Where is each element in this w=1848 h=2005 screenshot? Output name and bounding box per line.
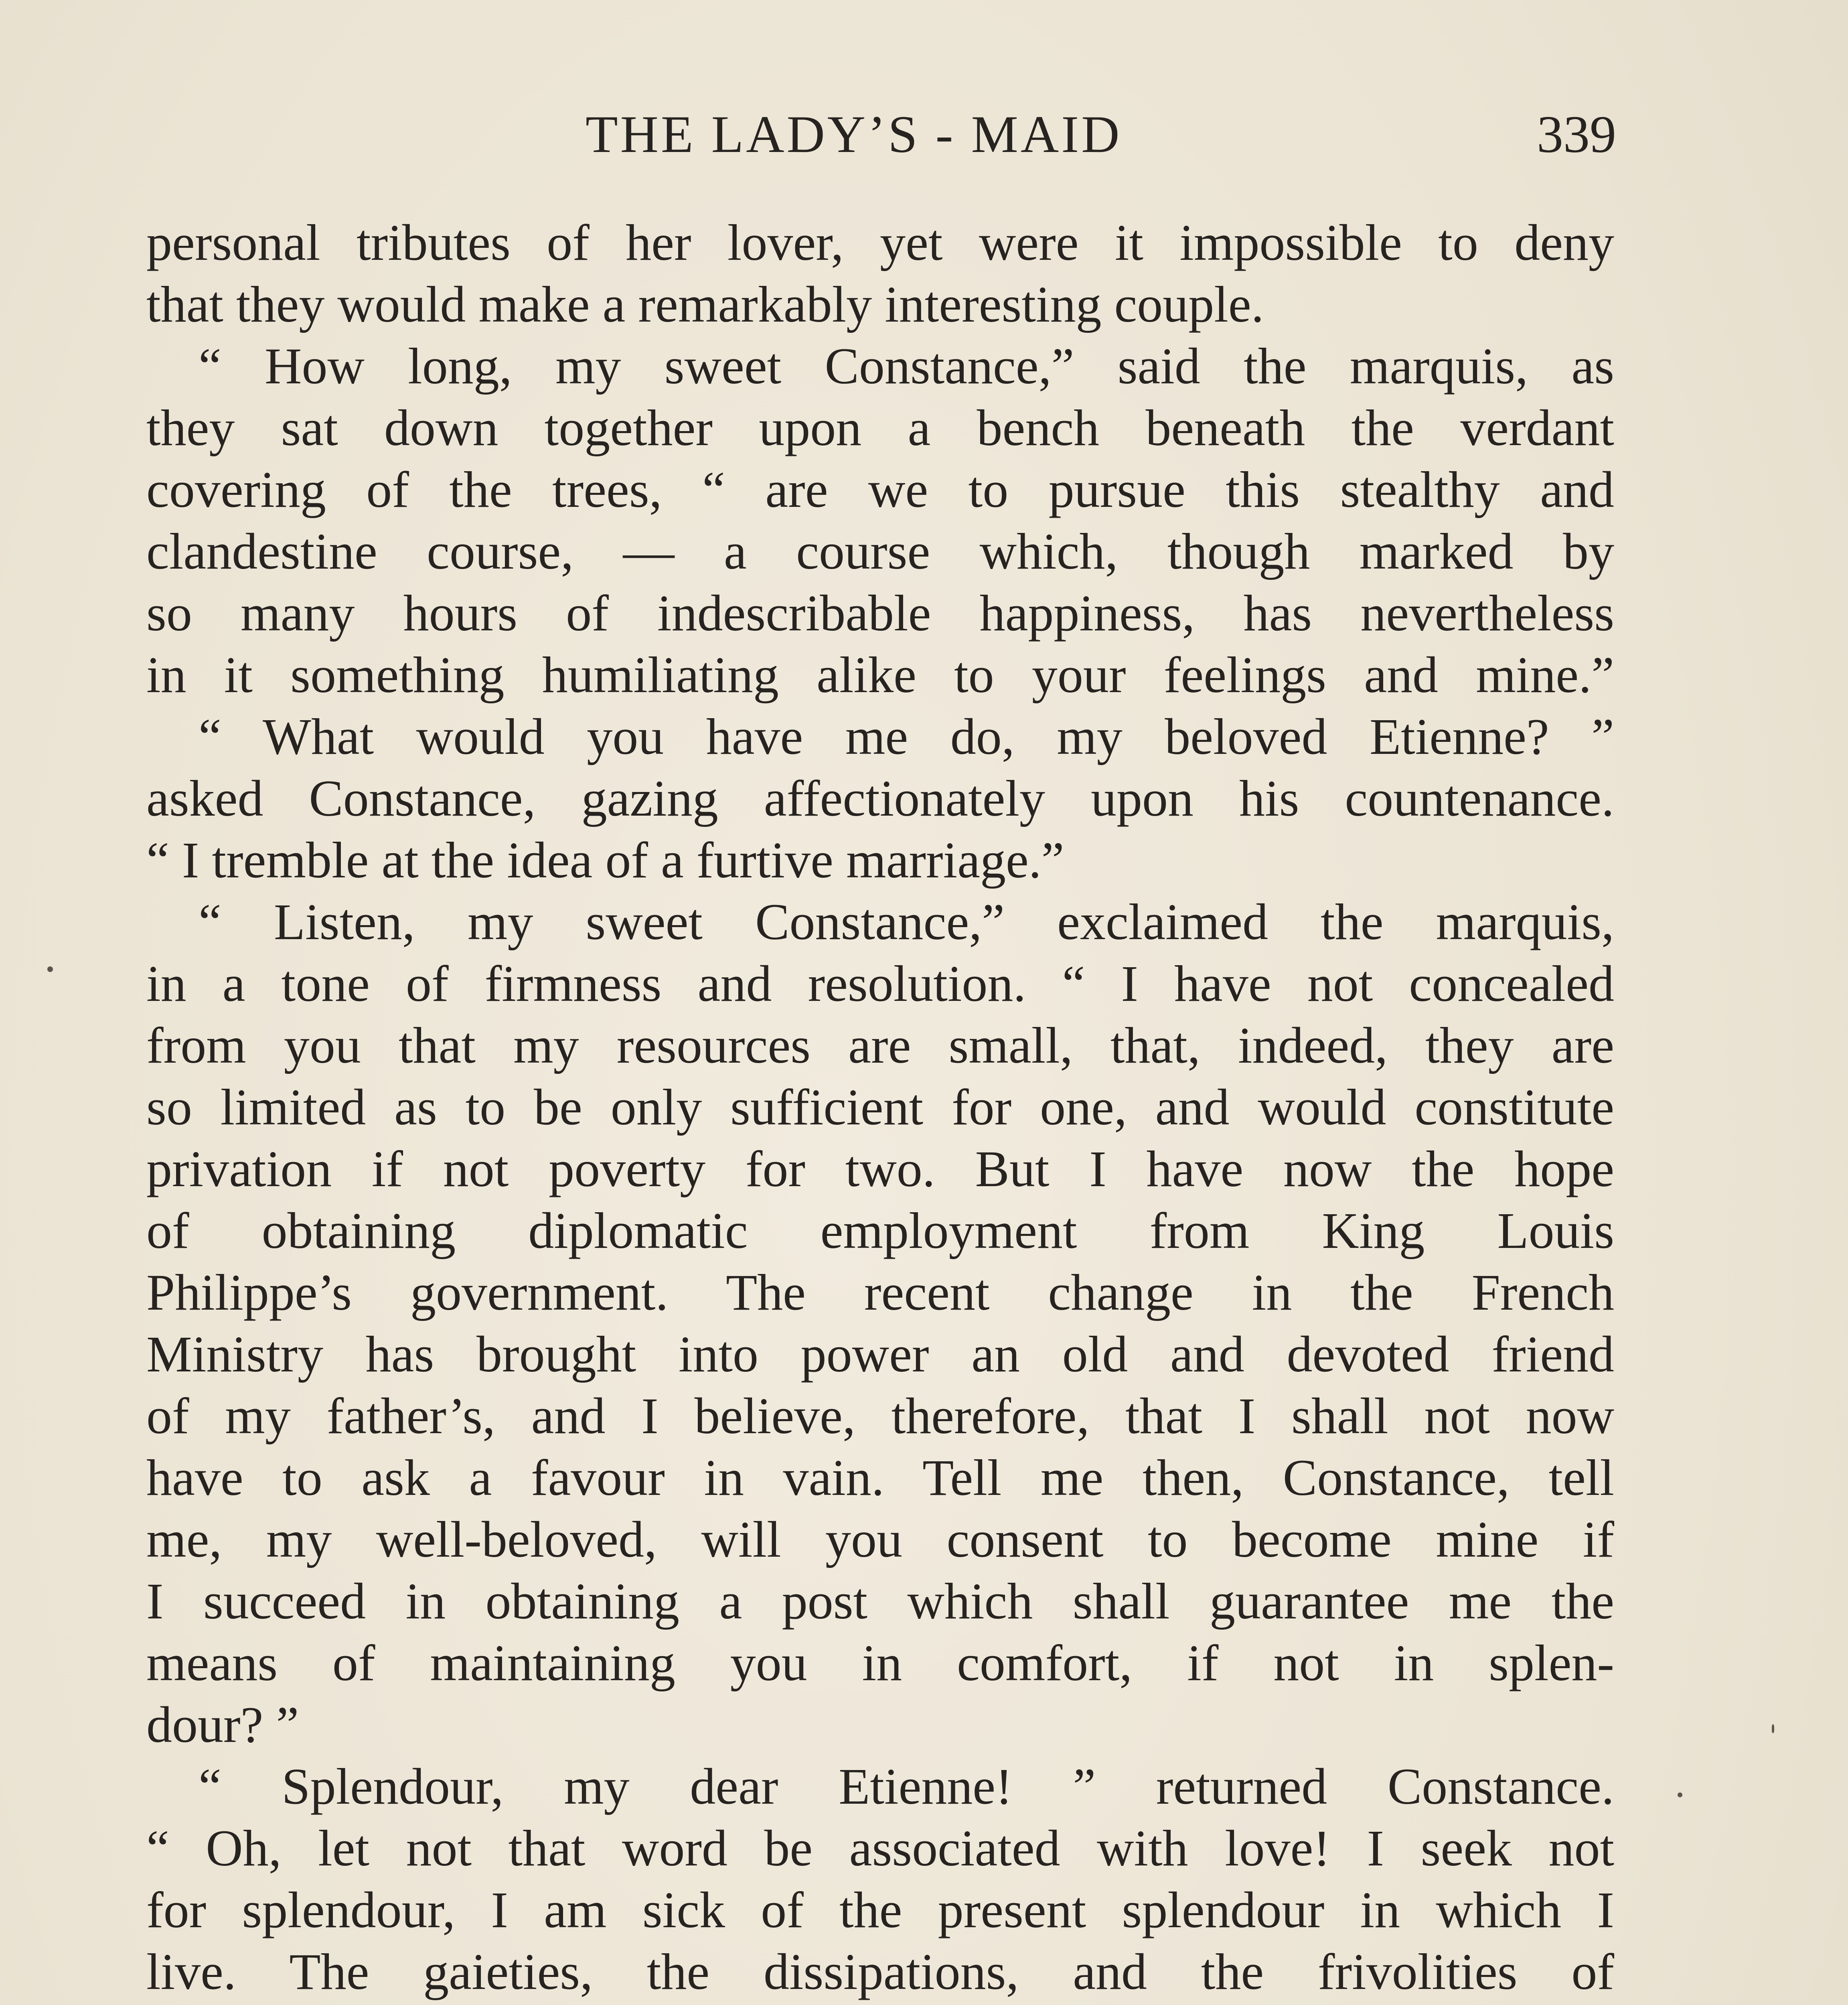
text-line: “ What would you have me do, my beloved Etienne? ” xyxy=(199,708,1614,765)
text-line: “ Oh, let not that word be associated with love! I seek not xyxy=(146,1820,1614,1877)
text-line: “ I tremble at the idea of a furtive marriage.” xyxy=(146,832,1064,889)
text-line: of my father’s, and I believe, therefore, that I shall not now xyxy=(146,1387,1614,1444)
text-line: means of maintaining you in comfort, if not in splen- xyxy=(146,1634,1614,1691)
text-line: from you that my resources are small, that, indeed, they are xyxy=(146,1017,1614,1074)
text-line: personal tributes of her lover, yet were it impossible to deny xyxy=(146,214,1614,271)
text-line: so many hours of indescribable happiness, has nevertheless xyxy=(146,585,1614,642)
text-line: of obtaining diplomatic employment from King Louis xyxy=(146,1202,1614,1259)
text-line: dour? ” xyxy=(146,1696,299,1753)
text-line: so limited as to be only sufficient for one, and would constitute xyxy=(146,1079,1614,1136)
text-line: asked Constance, gazing affectionately upon his countenance. xyxy=(146,770,1614,827)
text-line xyxy=(146,2003,1614,2005)
text-line: Philippe’s government. The recent change in the French xyxy=(146,1264,1614,1321)
running-head: THE LADY’S - MAID xyxy=(586,105,1122,164)
text-line: clandestine course, — a course which, though marked by xyxy=(146,523,1614,580)
text-line: “ Listen, my sweet Constance,” exclaimed the marquis, xyxy=(199,893,1614,950)
page-number: 339 xyxy=(1537,105,1616,164)
text-line: that they would make a remarkably interesting couple. xyxy=(146,276,1264,333)
text-line: I succeed in obtaining a post which shall guarantee me the xyxy=(146,1573,1614,1630)
paper-speck xyxy=(1772,1724,1774,1733)
text-line: live. The gaieties, the dissipations, and the frivolities of xyxy=(146,1943,1614,2000)
body-text xyxy=(146,212,1614,2005)
text-line: privation if not poverty for two. But I have now the hope xyxy=(146,1140,1614,1197)
text-line: have to ask a favour in vain. Tell me then, Constance, tell xyxy=(146,1449,1614,1506)
text-line: Ministry has brought into power an old and devoted friend xyxy=(146,1326,1614,1383)
text-line: me, my well-beloved, will you consent to become mine if xyxy=(146,1511,1614,1568)
text-line: in a tone of firmness and resolution. “ I have not concealed xyxy=(146,955,1614,1012)
text-line: in it something humiliating alike to your feelings and mine.” xyxy=(146,646,1614,703)
page-header xyxy=(144,100,1616,168)
text-line: covering of the trees, “ are we to pursue this stealthy and xyxy=(146,461,1614,518)
paper-speck xyxy=(1678,1792,1682,1797)
text-line: “ Splendour, my dear Etienne! ” returned Constance. xyxy=(199,1758,1614,1815)
text-line: “ How long, my sweet Constance,” said the marquis, as xyxy=(199,338,1614,395)
text-line: for splendour, I am sick of the present splendour in which I xyxy=(146,1881,1614,1938)
text-line: they sat down together upon a bench beneath the verdant xyxy=(146,399,1614,456)
paper-speck xyxy=(47,966,53,972)
